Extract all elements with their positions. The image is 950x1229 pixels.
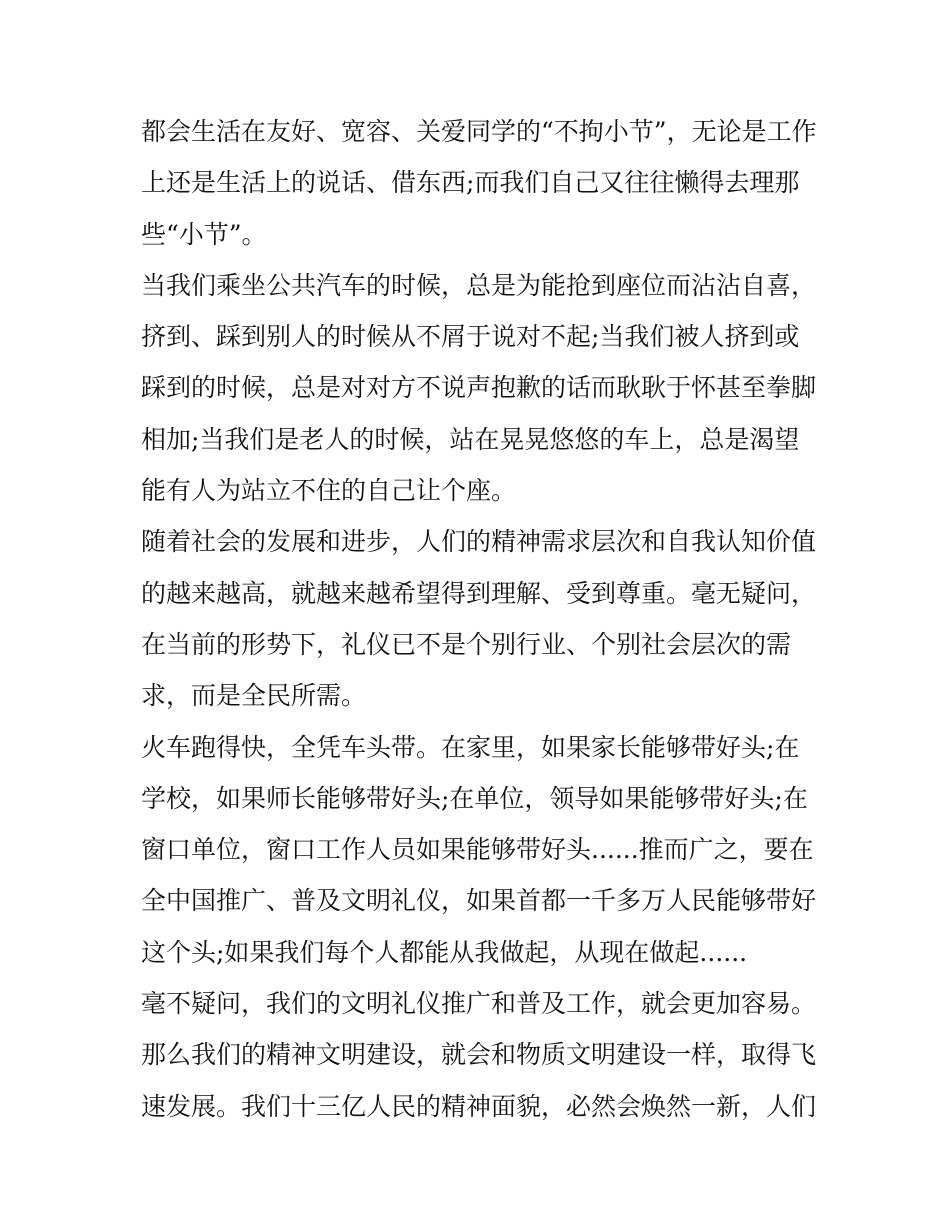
text-line: 踩到的时候，总是对对方不说声抱歉的话而耿耿于怀甚至拳脚 xyxy=(141,373,817,403)
text-line: 那么我们的精神文明建设，就会和物质文明建设一样，取得飞 xyxy=(141,1040,817,1070)
text-line: 随着社会的发展和进步，人们的精神需求层次和自我认知价值 xyxy=(141,527,817,557)
text-line: 求，而是全民所需。 xyxy=(141,681,367,711)
text-line: 毫不疑问，我们的文明礼仪推广和普及工作，就会更加容易。 xyxy=(141,989,817,1019)
text-line: 能有人为站立不住的自己让个座。 xyxy=(141,476,517,506)
text-line: 相加;当我们是老人的时候，站在晃晃悠悠的车上，总是渴望 xyxy=(141,424,800,454)
text-line: 火车跑得快，全凭车头带。在家里，如果家长能够带好头;在 xyxy=(141,732,800,762)
text-line: 的越来越高，就越来越希望得到理解、受到尊重。毫无疑问， xyxy=(141,578,817,608)
text-line: 挤到、踩到别人的时候从不屑于说对不起;当我们被人挤到或 xyxy=(141,322,800,352)
body-text xyxy=(141,106,821,1132)
text-line: 些“小节”。 xyxy=(141,219,267,249)
text-line: 这个头;如果我们每个人都能从我做起，从现在做起...... xyxy=(141,937,748,967)
text-line: 都会生活在友好、宽容、关爱同学的“不拘小节”，无论是工作 xyxy=(141,117,817,146)
text-line: 学校，如果师长能够带好头;在单位，领导如果能够带好头;在 xyxy=(141,783,808,813)
text-line: 窗口单位，窗口工作人员如果能够带好头......推而广之，要在 xyxy=(141,835,814,865)
text-line: 速发展。我们十三亿人民的精神面貌，必然会焕然一新，人们 xyxy=(141,1091,817,1121)
text-line: 当我们乘坐公共汽车的时候，总是为能抢到座位而沾沾自喜， xyxy=(141,270,817,300)
text-line: 上还是生活上的说话、借东西;而我们自己又往往懒得去理那 xyxy=(141,168,800,198)
text-line: 全中国推广、普及文明礼仪，如果首都一千多万人民能够带好 xyxy=(141,886,817,916)
text-line: 在当前的形势下，礼仪已不是个别行业、个别社会层次的需 xyxy=(141,629,792,659)
